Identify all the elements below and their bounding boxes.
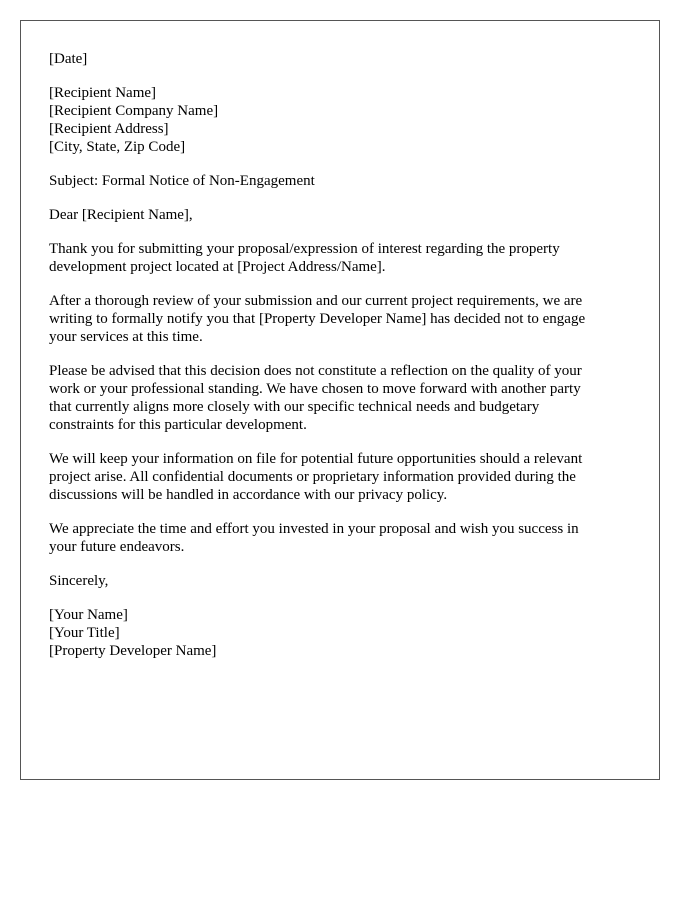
subject-text: Subject: Formal Notice of Non-Engagement — [49, 173, 315, 189]
recipient-block — [49, 84, 631, 156]
subject-line — [49, 172, 631, 190]
salutation — [49, 206, 631, 224]
date-text: [Date] — [49, 51, 88, 67]
body-paragraph-2 — [49, 292, 631, 346]
letter-page — [20, 20, 660, 780]
body-paragraph-1 — [49, 240, 631, 276]
paragraph-line: work or your professional standing. We have chosen to move forward with another party — [49, 381, 581, 397]
paragraph-line: We appreciate the time and effort you invested in your proposal and wish you success in — [49, 521, 579, 537]
paragraph-line: project arise. All confidential documents or proprietary information provided during the — [49, 469, 576, 485]
signature-name: [Your Name] — [49, 607, 128, 623]
closing-text: Sincerely, — [49, 573, 109, 589]
recipient-company: [Recipient Company Name] — [49, 103, 219, 119]
paragraph-line: We will keep your information on file for potential future opportunities should a relevant — [49, 451, 583, 467]
recipient-address: [Recipient Address] — [49, 121, 169, 137]
paragraph-line: constraints for this particular development. — [49, 417, 307, 433]
paragraph-line: development project located at [Project Address/Name]. — [49, 259, 386, 275]
paragraph-line: your services at this time. — [49, 329, 203, 345]
body-paragraph-4 — [49, 450, 631, 504]
letter-date — [49, 50, 631, 68]
signature-company: [Property Developer Name] — [49, 643, 217, 659]
recipient-name: [Recipient Name] — [49, 85, 157, 101]
paragraph-line: that currently aligns more closely with our specific technical needs and budgetary — [49, 399, 540, 415]
paragraph-line: writing to formally notify you that [Property Developer Name] has decided not to engage — [49, 311, 586, 327]
paragraph-line: your future endeavors. — [49, 539, 185, 555]
paragraph-line: After a thorough review of your submission and our current project requirements, we are — [49, 293, 583, 309]
paragraph-line: Thank you for submitting your proposal/expression of interest regarding the property — [49, 241, 560, 257]
closing — [49, 572, 631, 590]
signature-title: [Your Title] — [49, 625, 120, 641]
body-paragraph-3 — [49, 362, 631, 434]
recipient-city-state-zip: [City, State, Zip Code] — [49, 139, 186, 155]
signature-block — [49, 606, 631, 660]
paragraph-line: Please be advised that this decision does not constitute a reflection on the quality of your — [49, 363, 582, 379]
salutation-text: Dear [Recipient Name], — [49, 207, 193, 223]
paragraph-line: discussions will be handled in accordance with our privacy policy. — [49, 487, 448, 503]
body-paragraph-5 — [49, 520, 631, 556]
